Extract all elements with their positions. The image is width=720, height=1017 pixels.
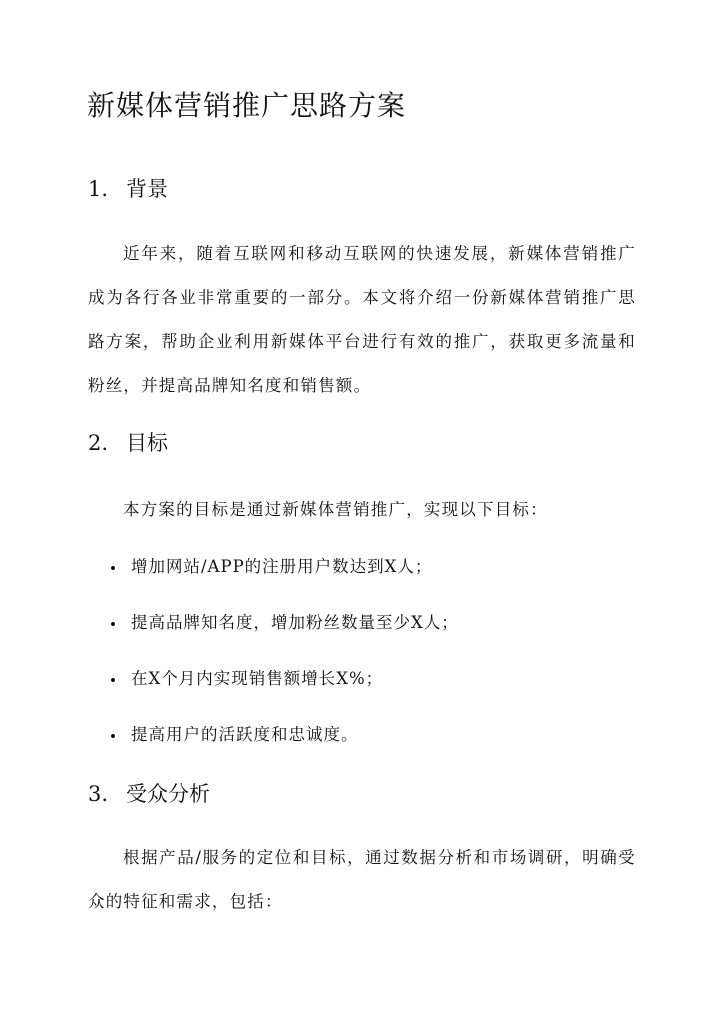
list-item-text: 在X个月内实现销售额增长X%；: [131, 669, 384, 688]
section-number: 1.: [88, 177, 109, 201]
section-title: 目标: [126, 431, 168, 455]
list-item: [88, 664, 648, 720]
section-number: 3.: [88, 782, 109, 806]
list-item-text: 提高用户的活跃度和忠诚度。: [131, 725, 359, 744]
bullet-icon: [111, 622, 115, 626]
audience-paragraph: 根据产品/服务的定位和目标，通过数据分析和市场调研，明确受众的特征和需求，包括：: [88, 848, 636, 911]
document-title: 新媒体营销推广思路方案: [87, 89, 407, 122]
background-paragraph: 近年来，随着互联网和移动互联网的快速发展，新媒体营销推广成为各行各业非常重要的一部分。本文将介绍一份新媒体营销推广思路方案，帮助企业利用新媒体平台进行有效的推广，获取更多流量和粉丝，并提高品牌知名度和销售额。: [88, 244, 636, 395]
goals-intro-paragraph: 本方案的目标是通过新媒体营销推广，实现以下目标：: [123, 500, 548, 519]
list-item: [88, 720, 648, 776]
section-heading-background: [88, 174, 168, 204]
list-item-text: 增加网站/APP的注册用户数达到X人；: [131, 557, 433, 576]
list-item: [88, 552, 648, 608]
section-number: 2.: [88, 431, 109, 455]
section-heading-audience: [88, 779, 210, 809]
goals-list: [88, 552, 648, 776]
section-heading-goals: [88, 428, 168, 458]
bullet-icon: [111, 566, 115, 570]
bullet-icon: [111, 678, 115, 682]
list-item-text: 提高品牌知名度，增加粉丝数量至少X人；: [131, 613, 459, 632]
section-title: 背景: [126, 177, 168, 201]
bullet-icon: [111, 734, 115, 738]
list-item: [88, 608, 648, 664]
section-title: 受众分析: [126, 782, 210, 806]
